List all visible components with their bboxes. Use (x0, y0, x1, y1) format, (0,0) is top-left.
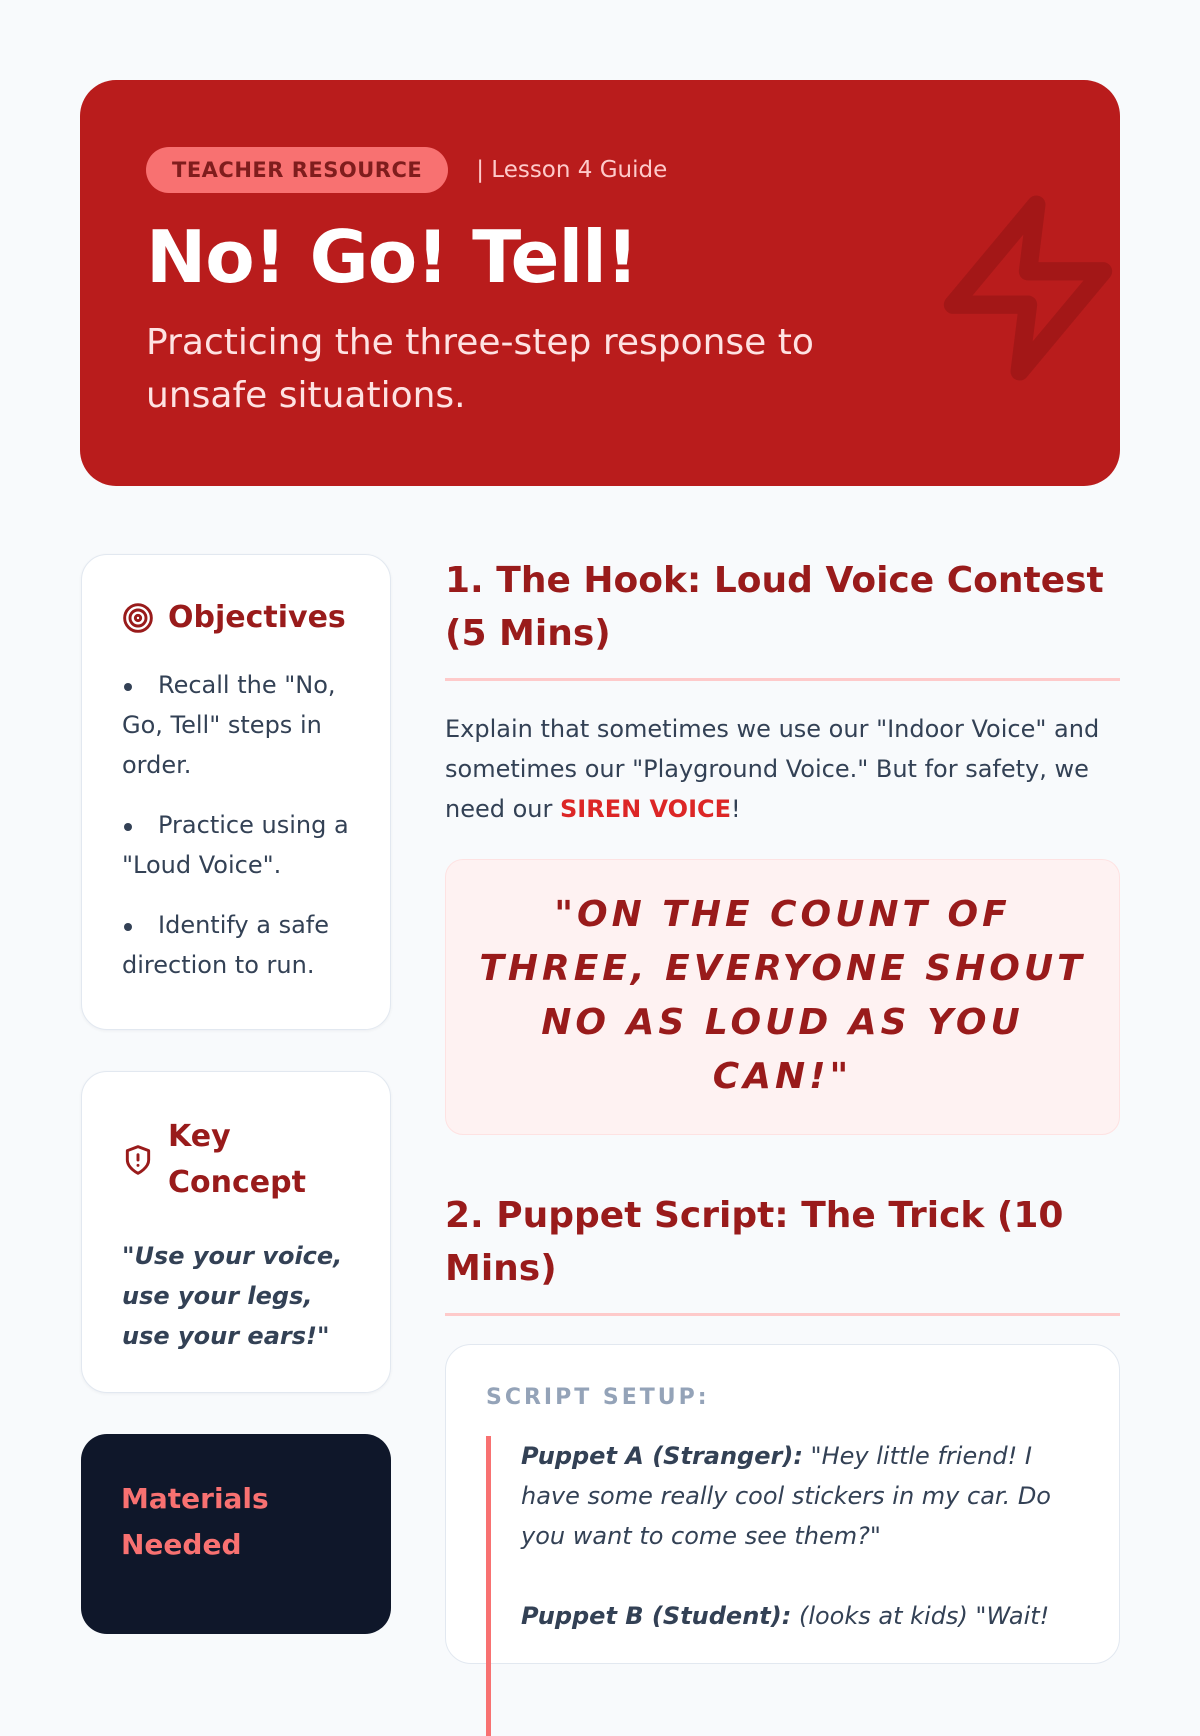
lightning-bolt-icon (928, 188, 1120, 388)
lesson-label: | Lesson 4 Guide (476, 157, 668, 183)
script-line-stranger (521, 1436, 1079, 1556)
objective-item: Identify a safe direction to run. (122, 905, 350, 985)
key-concept-quote: "Use your voice, use your legs, use your ears!" (122, 1242, 343, 1350)
materials-title: Materials Needed (121, 1482, 269, 1561)
lesson-header-banner (80, 80, 1120, 486)
key-concept-card (81, 1071, 391, 1393)
materials-card (81, 1434, 391, 1634)
speaker-student: Puppet B (Student): (521, 1602, 792, 1630)
section-puppet-script (445, 1189, 1120, 1664)
section-puppet-title: 2. Puppet Script: The Trick (10 Mins) (445, 1189, 1120, 1316)
section-hook-text (445, 709, 1120, 829)
line-student-text: (looks at kids) "Wait! (791, 1602, 1050, 1630)
script-setup-label: SCRIPT SETUP: (486, 1385, 710, 1410)
page-title: No! Go! Tell! (146, 215, 638, 299)
main-content (445, 554, 1120, 1664)
section-hook-title: 1. The Hook: Loud Voice Contest (5 Mins) (445, 554, 1120, 681)
target-icon (122, 602, 154, 634)
page-subtitle: Practicing the three-step response to unsafe situations. (146, 321, 814, 416)
siren-voice-highlight: SIREN VOICE (560, 795, 732, 823)
objectives-card (81, 554, 391, 1030)
teacher-resource-badge: TEACHER RESOURCE (146, 147, 448, 193)
objective-item: Practice using a "Loud Voice". (122, 805, 350, 885)
banner-meta (146, 146, 1054, 194)
objectives-header (122, 595, 350, 641)
objectives-title: Objectives (168, 600, 346, 635)
script-card (445, 1344, 1120, 1664)
script-line-student (521, 1596, 1079, 1636)
key-concept-header (122, 1114, 350, 1206)
hook-text-before: Explain that sometimes we use our "Indoor Voice" and sometimes our "Playground Voice." But for safety, we need our (445, 715, 1100, 823)
key-concept-title: Key Concept (168, 1119, 306, 1200)
objective-item: Recall the "No, Go, Tell" steps in order. (122, 665, 350, 785)
shout-callout: "ON THE COUNT OF THREE, EVERYONE SHOUT NO AS LOUD AS YOU CAN!" (445, 859, 1120, 1135)
hook-text-after: ! (731, 795, 741, 823)
line-stranger-text: "Hey little friend! I have some really cool stickers in my car. Do you want to come see them?" (521, 1442, 1051, 1550)
script-dialogue (486, 1436, 1079, 1736)
speaker-stranger: Puppet A (Stranger): (521, 1442, 803, 1470)
shield-alert-icon (122, 1144, 154, 1176)
section-hook (445, 554, 1120, 1135)
objectives-list (122, 665, 350, 985)
